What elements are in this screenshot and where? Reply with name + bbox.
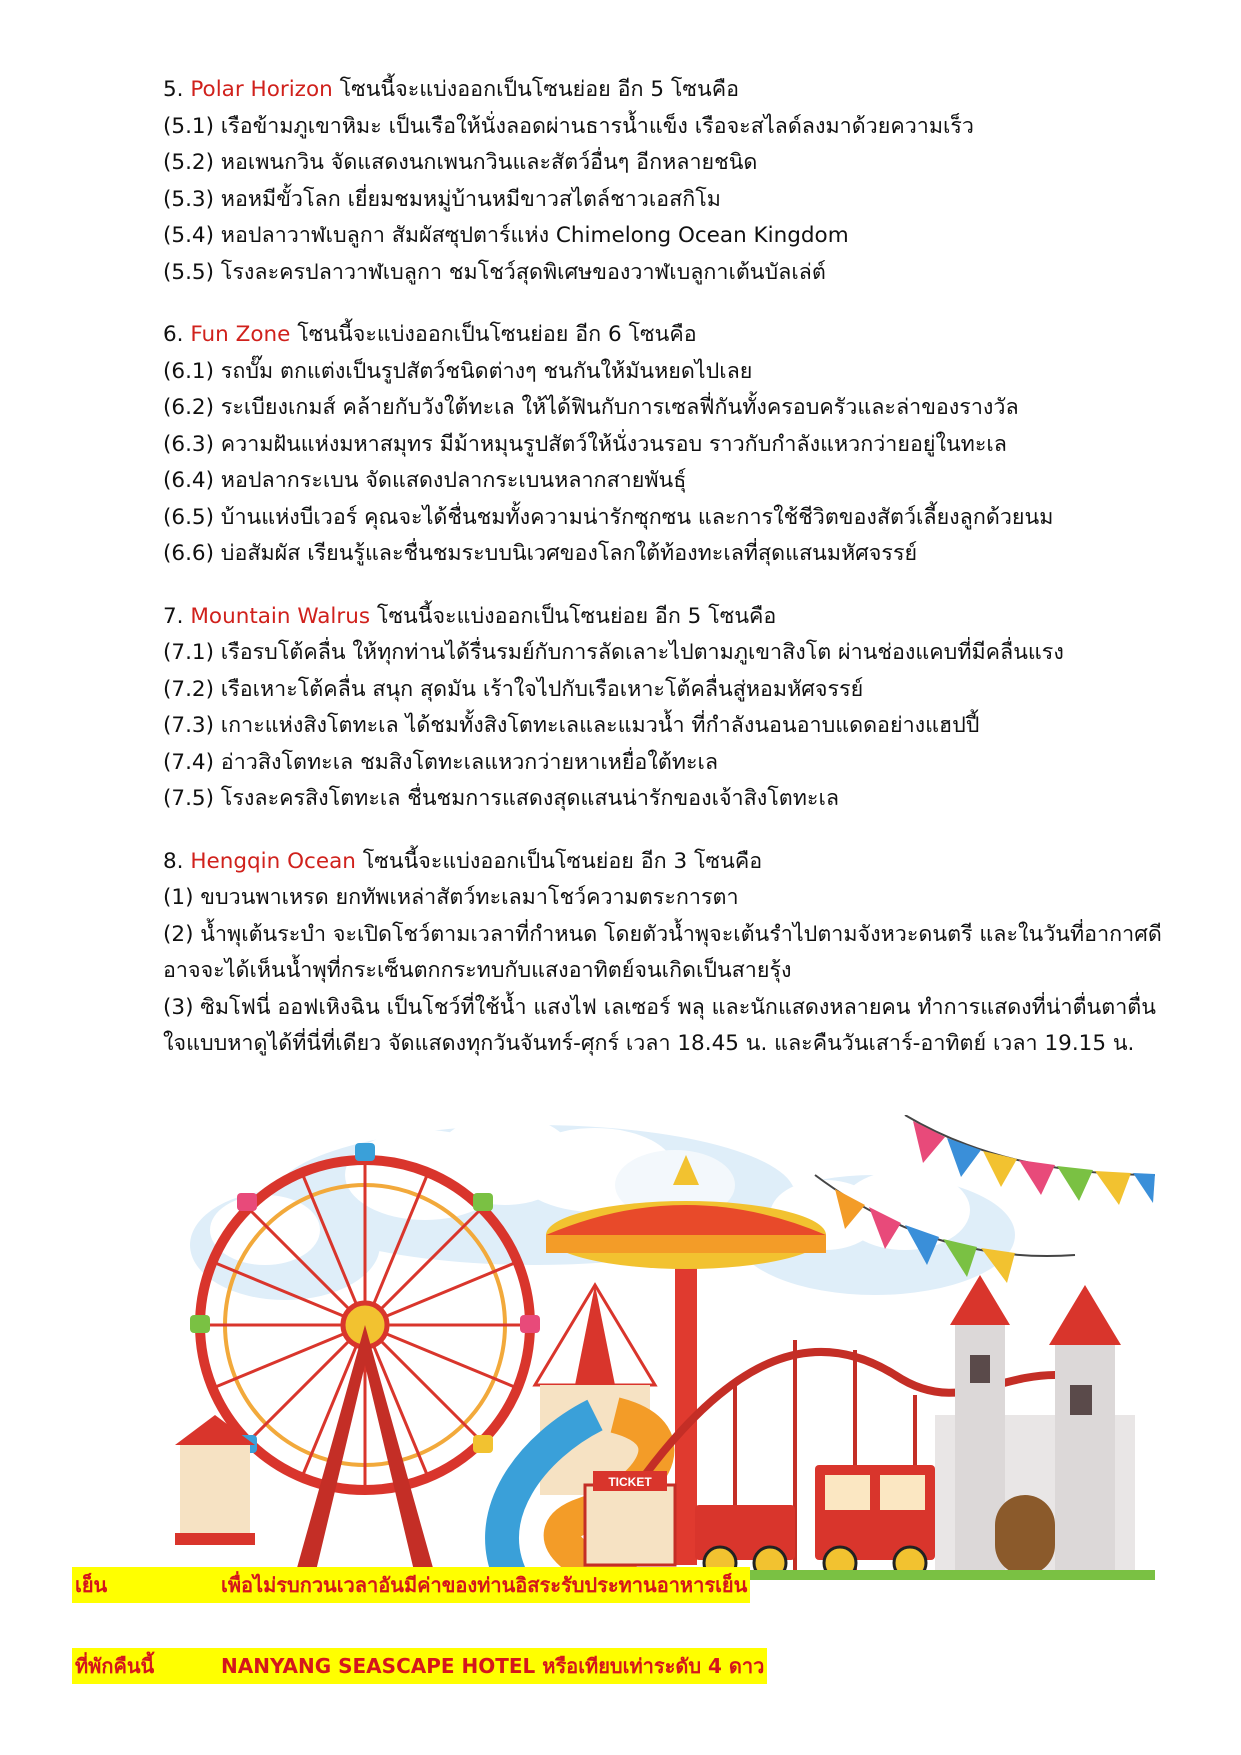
sub-zone-item: (5.3) หอหมีขั้วโลก เยี่ยมชมหมู่บ้านหมีขาวสไตล์ชาวเอสกิโม <box>163 186 721 212</box>
sub-zone-item: (5.1) เรือข้ามภูเขาหิมะ เป็นเรือให้นั่งลอดผ่านธารน้ำแข็ง เรือจะสไลด์ลงมาด้วยความเร็ว <box>163 113 975 139</box>
sub-zone-item: (7.2) เรือเหาะโต้คลื่น สนุก สุดมัน เร้าใจไปกับเรือเหาะโต้คลื่นสู่หอมหัศจรรย์ <box>163 676 864 702</box>
dinner-row <box>72 1567 750 1603</box>
sub-zone-item: (3) ซิมโฟนี่ ออฟเหิงฉิน เป็นโชว์ที่ใช้น้ำ แสงไฟ เลเซอร์ พลุ และนักแสดงหลายคน ทำการแสดงที่น่าตื่นตาตื่นใจแบบหาดูได้ที่นี่ที่เดียว จัดแสดงทุกวันจันทร์-ศุกร์ เวลา 18.45 น. และคืนวันเสาร์-อาทิตย์ เวลา 19.15 น. <box>163 994 1156 1056</box>
itinerary-content <box>163 72 1163 1089</box>
ticket-booth <box>585 1471 675 1565</box>
zone-section-8 <box>163 844 1163 1063</box>
zone-intro: โซนนี้จะแบ่งออกเป็นโซนย่อย อีก 3 โซนคือ <box>362 848 763 874</box>
sub-zone-item: (6.3) ความฝันแห่งมหาสมุทร มีม้าหมุนรูปสัตว์ให้นั่งวนรอบ ราวกับกำลังแหวกว่ายอยู่ในทะเล <box>163 431 1007 457</box>
zone-name: Hengqin Ocean <box>190 848 356 874</box>
amusement-park-illustration <box>175 1115 1155 1580</box>
hotel-text: NANYANG SEASCAPE HOTEL หรือเทียบเท่าระดับ 4 ดาว <box>218 1648 767 1684</box>
sub-zone-item: (5.2) หอเพนกวิน จัดแสดงนกเพนกวินและสัตว์อื่นๆ อีกหลายชนิด <box>163 150 758 175</box>
sub-zone-item: (2) น้ำพุเต้นระบำ จะเปิดโชว์ตามเวลาที่กำหนด โดยตัวน้ำพุจะเต้นรำไปตามจังหวะดนตรี และในวันที่อากาศดีอาจจะได้เห็นน้ำพุที่กระเซ็นตกกระทบกับแสงอาทิตย์จนเกิดเป็นสายรุ้ง <box>163 921 1162 983</box>
zone-intro: โซนนี้จะแบ่งออกเป็นโซนย่อย อีก 5 โซนคือ <box>339 77 739 102</box>
zone-section-5 <box>163 72 1163 291</box>
zone-number: 8. <box>163 848 184 874</box>
sub-zone-item: (6.1) รถบั๊ม ตกแต่งเป็นรูปสัตว์ชนิดต่างๆ ชนกันให้มันหยดไปเลย <box>163 358 753 384</box>
zone-intro: โซนนี้จะแบ่งออกเป็นโซนย่อย อีก 5 โซนคือ <box>376 603 777 629</box>
zone-heading <box>163 844 1163 881</box>
zone-intro: โซนนี้จะแบ่งออกเป็นโซนย่อย อีก 6 โซนคือ <box>297 322 697 347</box>
train <box>695 1465 935 1579</box>
hotel-label: ที่พักคืนนี้ <box>72 1648 218 1684</box>
zone-heading <box>163 72 1163 109</box>
dinner-text: เพื่อไม่รบกวนเวลาอันมีค่าของท่านอิสระรับประทานอาหารเย็น <box>218 1567 750 1603</box>
zone-number: 5. <box>163 77 184 102</box>
sub-zone-item: (5.4) หอปลาวาฬเบลูกา สัมผัสซุปตาร์แห่ง Chimelong Ocean Kingdom <box>163 223 849 248</box>
sub-zone-item: (6.2) ระเบียงเกมส์ คล้ายกับวังใต้ทะเล ให้ได้ฟินกับการเซลฟี่กันทั้งครอบครัวและล่าของรางวัล <box>163 395 1019 420</box>
hotel-row <box>72 1648 767 1684</box>
zone-number: 6. <box>163 322 184 347</box>
dinner-label: เย็น <box>72 1567 218 1603</box>
sub-zone-item: (6.6) บ่อสัมผัส เรียนรู้และชื่นชมระบบนิเวศของโลกใต้ท้องทะเลที่สุดแสนมหัศจรรย์ <box>163 541 918 566</box>
sub-zone-item: (7.4) อ่าวสิงโตทะเล ชมสิงโตทะเลแหวกว่ายหาเหยื่อใต้ทะเล <box>163 749 719 775</box>
sub-zone-item: (6.4) หอปลากระเบน จัดแสดงปลากระเบนหลากสายพันธุ์ <box>163 468 687 493</box>
zone-heading <box>163 599 1163 636</box>
zone-name: Polar Horizon <box>190 77 333 102</box>
zone-section-7 <box>163 599 1163 818</box>
zone-name: Mountain Walrus <box>190 603 371 629</box>
sub-zone-item: (5.5) โรงละครปลาวาฬเบลูกา ชมโชว์สุดพิเศษของวาฬเบลูกาเต้นบัลเล่ต์ <box>163 259 826 285</box>
zone-name: Fun Zone <box>190 322 291 347</box>
castle <box>935 1275 1135 1575</box>
sub-zone-item: (6.5) บ้านแห่งบีเวอร์ คุณจะได้ชื่นชมทั้งความน่ารักซุกซน และการใช้ชีวิตของสัตว์เลี้ยงลูกด้วยนม <box>163 504 1054 530</box>
sub-zone-item: (1) ขบวนพาเหรด ยกทัพเหล่าสัตว์ทะเลมาโชว์ความตระการตา <box>163 885 739 910</box>
sub-zone-item: (7.5) โรงละครสิงโตทะเล ชื่นชมการแสดงสุดแสนน่ารักของเจ้าสิงโตทะเล <box>163 786 839 811</box>
sub-zone-item: (7.3) เกาะแห่งสิงโตทะเล ได้ชมทั้งสิงโตทะเลและแมวน้ำ ที่กำลังนอนอาบแดดอย่างแฮปปี้ <box>163 713 980 738</box>
ticket-sign-text: TICKET <box>608 1475 652 1489</box>
zone-heading <box>163 317 1163 354</box>
zone-section-6 <box>163 317 1163 573</box>
sub-zone-item: (7.1) เรือรบโต้คลื่น ให้ทุกท่านได้รื่นรมย์กับการลัดเลาะไปตามภูเขาสิงโต ผ่านช่องแคบที่มีคลื่นแรง <box>163 640 1064 665</box>
zone-number: 7. <box>163 603 184 629</box>
